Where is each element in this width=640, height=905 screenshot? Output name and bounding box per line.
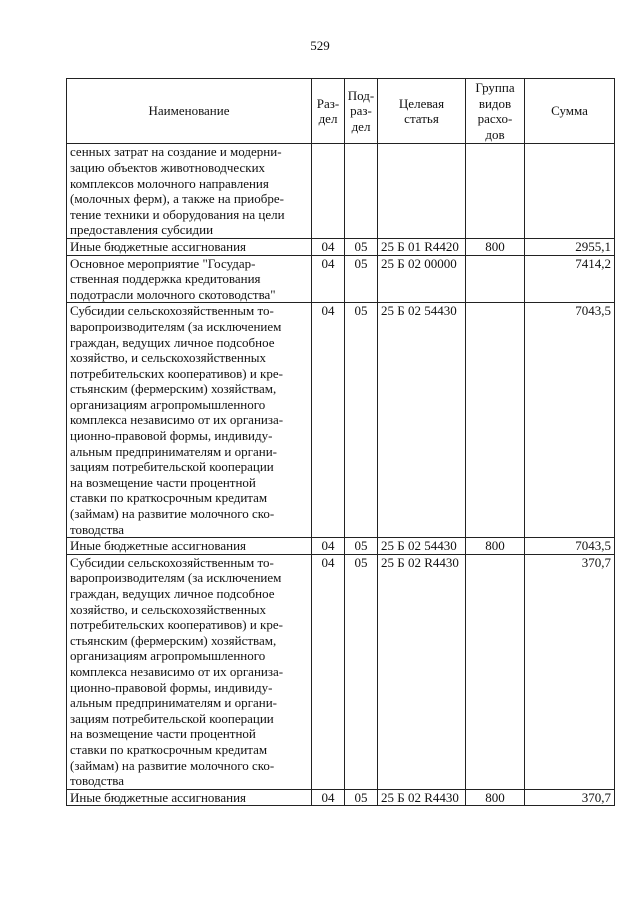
row-podrazdel: 05 <box>345 789 378 806</box>
row-razdel: 04 <box>312 789 345 806</box>
row-name-line: комплексов молочного направления <box>70 175 269 191</box>
row-name-line: сенных затрат на создание и модерни- <box>70 144 282 160</box>
row-name-line: (займам) на развитие молочного ско- <box>70 757 275 773</box>
header-sum: Сумма <box>525 79 615 144</box>
row-name-line: альным предпринимателям и органи- <box>70 695 277 711</box>
header-target: Целевая статья <box>378 79 466 144</box>
row-name-line: зациям потребительской кооперации <box>70 710 274 726</box>
row-name-line: ционно-правовой формы, индивиду- <box>70 679 273 695</box>
row-target: 25 Б 02 R4430 <box>378 554 466 789</box>
row-name-line: варопроизводителям (за исключением <box>70 570 282 586</box>
row-group: 800 <box>466 789 525 806</box>
row-name-line: хозяйство, и сельскохозяйственных <box>70 601 267 617</box>
row-name-line: Иные бюджетные ассигнования <box>70 238 247 254</box>
table-row <box>67 303 615 538</box>
row-name-line: комплекса независимо от их организа- <box>70 412 284 428</box>
row-name-line: Иные бюджетные ассигнования <box>70 789 247 805</box>
row-name-line: Субсидии сельскохозяйственным то- <box>70 554 274 570</box>
row-name <box>67 554 312 789</box>
row-name-line: организациям агропромышленного <box>70 396 266 412</box>
row-name <box>67 789 312 806</box>
row-group <box>466 144 525 239</box>
header-podrazdel: Под- раз- дел <box>345 79 378 144</box>
row-podrazdel: 05 <box>345 303 378 538</box>
row-name-line: хозяйство, и сельскохозяйственных <box>70 350 267 366</box>
row-podrazdel <box>345 144 378 239</box>
row-name-line: на возмещение части процентной <box>70 474 256 490</box>
header-razdel: Раз- дел <box>312 79 345 144</box>
row-name-line: Субсидии сельскохозяйственным то- <box>70 303 274 319</box>
row-name-line: зациям потребительской кооперации <box>70 459 274 475</box>
row-name-line: Иные бюджетные ассигнования <box>70 538 247 554</box>
row-group: 800 <box>466 238 525 255</box>
row-razdel: 04 <box>312 255 345 303</box>
row-sum: 7043,5 <box>525 303 615 538</box>
row-name-line: граждан, ведущих личное подсобное <box>70 334 275 350</box>
row-razdel: 04 <box>312 303 345 538</box>
row-podrazdel: 05 <box>345 554 378 789</box>
header-name: Наименование <box>67 79 312 144</box>
table-row <box>67 554 615 789</box>
row-name-line: организациям агропромышленного <box>70 648 266 664</box>
row-sum <box>525 144 615 239</box>
row-target <box>378 144 466 239</box>
row-name-line: ционно-правовой формы, индивиду- <box>70 428 273 444</box>
table-row <box>67 255 615 303</box>
row-name-line: стьянским (фермерским) хозяйствам, <box>70 632 277 648</box>
header-group: Группа видов расхо- дов <box>466 79 525 144</box>
row-name-line: Основное мероприятие "Государ- <box>70 255 256 271</box>
row-name-line: потребительских кооперативов) и кре- <box>70 617 283 633</box>
row-podrazdel: 05 <box>345 255 378 303</box>
row-sum: 7043,5 <box>525 538 615 555</box>
row-sum: 370,7 <box>525 554 615 789</box>
row-name-line: товодства <box>70 773 124 789</box>
row-target: 25 Б 02 54430 <box>378 538 466 555</box>
row-name <box>67 238 312 255</box>
row-razdel: 04 <box>312 238 345 255</box>
row-sum: 2955,1 <box>525 238 615 255</box>
row-name-line: на возмещение части процентной <box>70 726 256 742</box>
row-name-line: (молочных ферм), а также на приобре- <box>70 191 284 207</box>
row-name <box>67 144 312 239</box>
row-target: 25 Б 01 R4420 <box>378 238 466 255</box>
row-razdel <box>312 144 345 239</box>
table-row <box>67 789 615 806</box>
row-target: 25 Б 02 00000 <box>378 255 466 303</box>
row-name-line: граждан, ведущих личное подсобное <box>70 586 275 601</box>
row-target: 25 Б 02 R4430 <box>378 789 466 806</box>
page-number: 529 <box>310 38 330 53</box>
row-name <box>67 538 312 555</box>
row-group <box>466 303 525 538</box>
row-name-line: альным предпринимателям и органи- <box>70 443 277 459</box>
row-name-line: тение техники и оборудования на цели <box>70 206 285 222</box>
table-row <box>67 538 615 555</box>
table-row <box>67 144 615 239</box>
row-name-line: ставки по краткосрочным кредитам <box>70 490 268 506</box>
row-name-line: потребительских кооперативов) и кре- <box>70 365 283 381</box>
row-name-line: зацию объектов животноводческих <box>70 159 266 175</box>
row-name-line: товодства <box>70 521 124 537</box>
row-name <box>67 303 312 538</box>
header-row <box>67 79 615 144</box>
row-name-line: ставки по краткосрочным кредитам <box>70 741 268 757</box>
row-podrazdel: 05 <box>345 538 378 555</box>
row-target: 25 Б 02 54430 <box>378 303 466 538</box>
table-row <box>67 238 615 255</box>
row-group: 800 <box>466 538 525 555</box>
row-name-line: предоставления субсидии <box>70 222 214 238</box>
row-name-line: варопроизводителям (за исключением <box>70 318 282 334</box>
row-razdel: 04 <box>312 554 345 789</box>
row-name-line: подотрасли молочного скотоводства" <box>70 286 276 302</box>
row-name <box>67 255 312 303</box>
row-group <box>466 255 525 303</box>
row-name-line: комплекса независимо от их организа- <box>70 663 284 679</box>
row-group <box>466 554 525 789</box>
row-name-line: (займам) на развитие молочного ско- <box>70 506 275 522</box>
budget-table <box>66 78 615 806</box>
row-name-line: ственная поддержка кредитования <box>70 271 261 287</box>
row-sum: 370,7 <box>525 789 615 806</box>
row-name-line: стьянским (фермерским) хозяйствам, <box>70 381 277 397</box>
row-podrazdel: 05 <box>345 238 378 255</box>
row-sum: 7414,2 <box>525 255 615 303</box>
row-razdel: 04 <box>312 538 345 555</box>
